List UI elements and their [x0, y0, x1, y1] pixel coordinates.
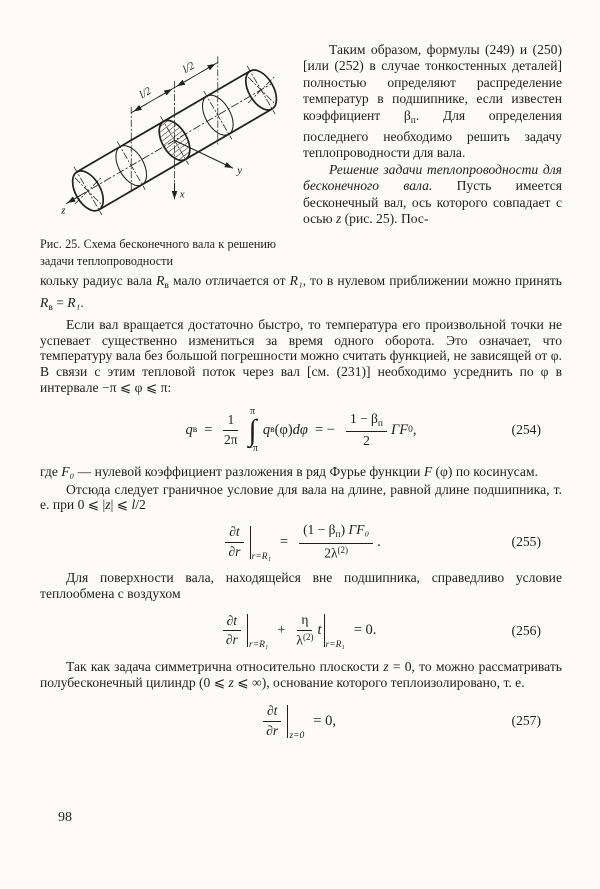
subscript: в	[48, 303, 53, 314]
text-run: .	[80, 295, 84, 311]
subscript: в	[270, 425, 275, 436]
var-t: t	[317, 622, 322, 639]
var-z: z	[228, 674, 234, 690]
equals-sign: =	[204, 421, 213, 438]
var-q: q	[185, 421, 193, 438]
equation-255	[40, 522, 562, 562]
y-axis-label: y	[237, 164, 243, 177]
var-R: R	[156, 273, 165, 289]
paragraph-symmetry	[40, 659, 562, 691]
equals-sign: =	[279, 533, 289, 550]
text-run: — нулевой коэффициент разложения в ряд Фурье функции	[74, 463, 424, 479]
equation-number: (255)	[511, 534, 541, 549]
subscript: п	[410, 115, 416, 126]
equation-number: (254)	[511, 422, 541, 438]
evaluation-bar: z=0	[287, 705, 304, 738]
x-axis-label: x	[179, 188, 185, 201]
var-F: F	[423, 463, 433, 479]
equation-257	[40, 703, 562, 739]
var-R1: R₁	[289, 273, 303, 289]
evaluation-bar: r=R₁	[324, 614, 345, 647]
paragraph-boundary	[40, 482, 562, 514]
shaft-outline	[66, 57, 283, 216]
text-run: Таким образом, формулы (249) и (250) [или (252) в случае тонкостенных деталей] полностью определяют распределение температур в подшипнике, если известен коэффициент β	[303, 42, 562, 123]
text-run: =	[52, 295, 68, 311]
equals-minus: = −	[314, 421, 335, 438]
text-run: (рис. 25). Пос-	[341, 211, 429, 227]
var-q: q	[262, 421, 271, 438]
var-z: z	[383, 658, 389, 674]
equation-256-body	[219, 612, 384, 651]
punctuation: .	[377, 533, 381, 550]
paragraph-air-exchange: Для поверхности вала, находящейся вне подшипника, справедливо условие теплообмена с воздухом	[40, 569, 562, 601]
equals-zero: = 0.	[353, 622, 377, 639]
paragraph-problem-statement	[303, 162, 562, 228]
subscript: в	[192, 425, 198, 436]
equation-255-body	[221, 522, 381, 562]
equation-256	[40, 612, 562, 651]
paragraph-radius	[40, 273, 562, 317]
italic-lead: Решение задачи теплопроводности для бесконечного вала.	[303, 161, 562, 194]
figure-block	[40, 42, 290, 269]
evaluation-bar: r=R₁	[250, 526, 271, 559]
subscript: 0	[408, 425, 413, 436]
differential: dφ	[292, 421, 308, 438]
plus-sign: +	[277, 622, 286, 639]
paragraph-rotation: Если вал вращается достаточно быстро, то температура его произвольной точки не успевает существенно измениться за время одного оборота. Это означает, что температуру вала без большой погрешности можно считать функцией, не зависящей от φ. В связи с этим тепловой поток через вал [см. (231)] необходимо усреднить по φ в интервале −π ⩽ φ ⩽ π:	[40, 316, 562, 396]
text-run: . Для определения последнего необходимо решить задачу теплопроводности для вала.	[303, 107, 563, 161]
text-run: мало отличается от	[168, 273, 290, 289]
var-R1: R₁	[67, 295, 81, 311]
var-gamma-F: ΓF	[391, 421, 409, 438]
text-run: (φ) по косинусам.	[432, 463, 538, 479]
text-run: где	[40, 463, 62, 479]
var-z: z	[335, 211, 342, 227]
var-z: z	[105, 497, 111, 513]
fraction: $\frac{1}{2\pi}$	[224, 412, 238, 447]
page-number: 98	[58, 810, 72, 825]
shaft-schematic-figure	[40, 50, 290, 227]
equals-zero: = 0,	[313, 712, 336, 729]
fraction: $\frac{(1 - \beta_п) \Gamma F_0}{2\lambda^{(2)}}$	[299, 522, 373, 562]
equation-number: (256)	[511, 622, 541, 638]
evaluation-bar: r=R₁	[247, 614, 268, 647]
equation-number: (257)	[511, 713, 541, 729]
text-run: Так как задача симметрична относительно плоскости	[66, 658, 384, 674]
equation-257-body	[259, 703, 343, 739]
z-axis-label: z	[61, 204, 66, 217]
figure-caption: Рис. 25. Схема бесконечного вала к решению задачи теплопроводности	[40, 237, 276, 268]
partial-derivative: $\frac{\partial t}{\partial r}$	[223, 613, 241, 649]
text-run: , то в нулевом приближении можно принять	[302, 273, 562, 289]
text-run: ⩽ ∞), основание которого теплоизолировано, т. е.	[233, 674, 525, 690]
text-run: = 0, то можно рассматривать полубесконечный цилиндр (0 ⩽	[40, 658, 562, 690]
top-section	[40, 42, 562, 269]
text-run: Пусть имеется бесконечный вал, ось которого совпадает с осью	[303, 178, 562, 227]
text-run: Отсюда следует граничное условие для вала на длине, равной длине подшипника, т. е. при 0 ⩽ |	[40, 481, 562, 513]
text-run: (φ)	[274, 421, 293, 438]
paragraph-fourier	[40, 464, 562, 480]
right-text-column	[290, 42, 562, 269]
equation-254-body	[186, 407, 417, 454]
partial-derivative: $\frac{\partial t}{\partial r}$	[263, 703, 281, 739]
text-run: кольку радиус вала	[40, 273, 157, 289]
integral: π ∫ −π	[247, 405, 258, 454]
var-l: l	[131, 497, 136, 513]
equation-254	[40, 407, 562, 454]
var-R: R	[40, 295, 49, 311]
fraction: $\frac{1 - \beta_п}{2}$	[346, 411, 387, 450]
subscript: в	[164, 281, 169, 292]
var-F0: F₀	[61, 463, 75, 479]
punctuation: ,	[412, 421, 417, 438]
paragraph-intro	[303, 42, 562, 162]
text-run: /2	[135, 497, 146, 513]
dim-label-left: l/2	[137, 84, 154, 102]
partial-derivative: $\frac{\partial t}{\partial r}$	[225, 524, 243, 560]
dim-label-right: l/2	[180, 59, 197, 76]
text-run: | ⩽	[110, 497, 132, 513]
fraction: $\frac{\eta}{\lambda^{(2)}}$	[296, 612, 314, 648]
figure-labels	[60, 60, 242, 217]
